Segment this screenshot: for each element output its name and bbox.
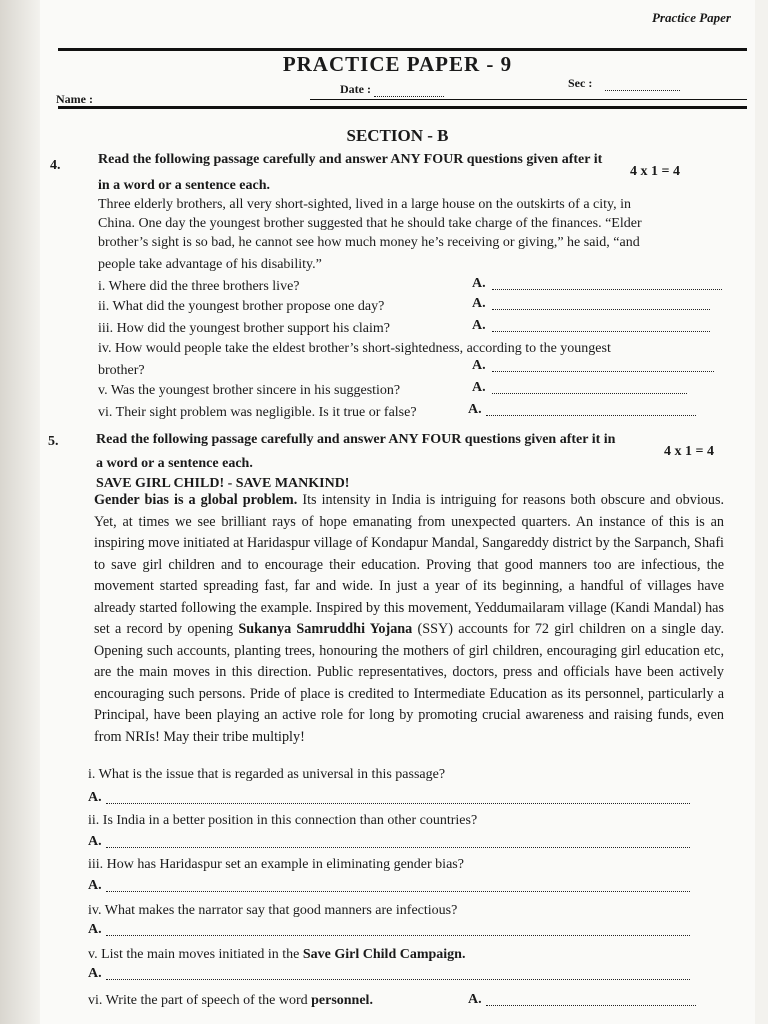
sec-field xyxy=(568,76,680,91)
name-label: Name : xyxy=(56,92,93,106)
q4-question-ii: ii. What did the youngest brother propose one day? xyxy=(98,299,385,314)
q5-answer-label: A. xyxy=(88,790,102,805)
q5-instruction-line1: Read the following passage carefully and answer ANY FOUR questions given after it in xyxy=(96,432,616,447)
page-edge-shadow xyxy=(0,0,40,1024)
q4-instruction xyxy=(98,150,718,169)
q5-question-v-text: v. List the main moves initiated in the xyxy=(88,947,300,962)
q5-question-iii: iii. How has Haridaspur set an example in eliminating gender bias? xyxy=(88,857,464,872)
q5-passage-text: Proving that good manners too are infectious, the movement started spreading fast, far and xyxy=(94,556,725,594)
q4-answer-line-ii[interactable] xyxy=(492,308,710,310)
date-label: Date : xyxy=(340,82,371,96)
q4-passage-line: people take advantage of his disability.” xyxy=(98,257,322,272)
q5-passage-text: Education as its personnel, particularly a Principal, have been playing an active role for long by xyxy=(94,685,725,723)
q5-answer-line-v[interactable] xyxy=(106,978,690,980)
q5-passage-lead: Gender bias is a global problem. xyxy=(94,492,298,508)
q4-answer-label: A. xyxy=(472,318,486,333)
q4-question-iv-cont: brother? xyxy=(98,363,145,378)
q5-answer-label: A. xyxy=(88,922,102,937)
q4-passage-line: China. One day the youngest brother suggested that he should take charge of the finances. “Elder xyxy=(98,216,642,231)
q5-passage-text: Sangareddy district by the Sarpanch, Shafi to save girl children and to encourage their education. xyxy=(94,535,725,573)
q5-question-iv: iv. What makes the narrator say that good manners are infectious? xyxy=(88,903,458,918)
q5-question-v xyxy=(88,946,465,964)
q4-question-i: i. Where did the three brothers live? xyxy=(98,279,300,294)
date-field xyxy=(340,82,444,97)
q5-passage-text: education etc, are the main moves in this direction. Public representatives, doctors, press and xyxy=(94,642,725,680)
q4-answer-label: A. xyxy=(472,380,486,395)
running-head: Practice Paper xyxy=(651,10,731,25)
q5-answer-label: A. xyxy=(88,966,102,981)
sec-label: Sec : xyxy=(568,76,593,90)
q5-passage-text: example. Inspired by this movement, Yeddumailaram village (Kandi Mandal) has set a record by xyxy=(94,599,724,637)
q5-passage-text: Its intensity in India is intriguing for reasons both obscure xyxy=(302,492,645,508)
q5-question-vi xyxy=(88,992,373,1010)
q4-answer-label: A. xyxy=(472,358,486,373)
date-blank[interactable] xyxy=(374,86,444,97)
q5-passage-text: instance of this is an inspiring move initiated at Haridaspur village of Kondapur Mandal, xyxy=(94,513,725,551)
q5-answer-label: A. xyxy=(468,992,482,1007)
q5-question-vi-word: personnel. xyxy=(311,993,373,1008)
q4-answer-label: A. xyxy=(472,276,486,291)
q4-answer-line-v[interactable] xyxy=(492,392,687,394)
q5-passage-text: wide. In just a year of its beginning, a handful of villages have already started following the xyxy=(94,578,725,616)
q5-passage-scheme: Sukanya Samruddhi Yojana xyxy=(238,621,413,637)
q5-answer-line-vi[interactable] xyxy=(486,1004,696,1006)
q5-question-vi-text: vi. Write the part of speech of the word xyxy=(88,993,308,1008)
q4-question-iv: iv. How would people take the eldest brother’s short-sightedness, according to the youngest xyxy=(98,341,611,356)
q4-instruction-line2: in a word or a sentence each. xyxy=(98,178,270,193)
q5-passage-text: opening xyxy=(187,621,234,637)
q5-passage-text: (SSY) accounts for 72 girl children on a single day. xyxy=(417,621,725,637)
q4-question-v: v. Was the youngest brother sincere in his suggestion? xyxy=(98,383,401,398)
q4-instruction-line1: Read the following passage carefully and answer ANY FOUR questions given after it xyxy=(98,152,603,167)
q4-answer-line-i[interactable] xyxy=(492,288,722,290)
q5-passage-text: and obvious. Yet, at times we see brilliant rays of hope emanating from unexpected quarters. An xyxy=(94,492,725,530)
q5-question-ii: ii. Is India in a better position in this connection than other countries? xyxy=(88,813,478,828)
q4-answer-line-iii[interactable] xyxy=(492,330,710,332)
q5-number: 5. xyxy=(48,434,59,449)
q5-answer-label: A. xyxy=(88,834,102,849)
q4-passage-line: brother’s sight is so bad, he cannot see how much money he’s receiving or giving,” he said, “and xyxy=(98,235,640,250)
practice-paper-page xyxy=(40,0,755,1024)
q5-passage-text: Opening such accounts, planting trees, honouring the mothers of girl children, encouraging girl xyxy=(94,642,641,659)
name-field xyxy=(56,92,301,107)
q5-passage-text: promoting crucial awareness and raising funds, even from NRIs! May their tribe multiply! xyxy=(94,707,724,745)
q5-answer-line-i[interactable] xyxy=(106,802,690,804)
q4-number: 4. xyxy=(50,158,61,173)
q5-answer-label: A. xyxy=(88,878,102,893)
q4-passage-line: Three elderly brothers, all very short-sighted, lived in a large house on the outskirts of a city, in xyxy=(98,197,632,212)
q4-marks: 4 x 1 = 4 xyxy=(630,164,680,179)
sec-blank[interactable] xyxy=(605,80,680,91)
q5-answer-line-iii[interactable] xyxy=(106,890,690,892)
header-rule-upper xyxy=(310,99,747,100)
q5-answer-line-iv[interactable] xyxy=(106,934,690,936)
q5-answer-line-ii[interactable] xyxy=(106,846,690,848)
q5-instruction-line2: a word or a sentence each. xyxy=(96,456,253,471)
q4-answer-label: A. xyxy=(468,402,482,417)
top-rule xyxy=(58,48,747,51)
q5-question-v-campaign: Save Girl Child Campaign. xyxy=(302,947,466,962)
q4-question-vi: vi. Their sight problem was negligible. Is it true or false? xyxy=(98,405,417,420)
section-heading: SECTION - B xyxy=(346,126,449,145)
q5-passage xyxy=(94,490,724,748)
q4-answer-line-vi[interactable] xyxy=(486,414,696,416)
q4-question-iii: iii. How did the youngest brother support his claim? xyxy=(98,321,391,336)
q5-passage-text: officials have been actively encouraging such persons. Pride of place is credited to Intermediate xyxy=(94,664,724,702)
page-title: PRACTICE PAPER - 9 xyxy=(282,52,513,76)
q5-marks: 4 x 1 = 4 xyxy=(664,444,714,459)
header-rule-lower xyxy=(58,106,747,109)
q5-question-i: i. What is the issue that is regarded as universal in this passage? xyxy=(88,767,446,782)
q4-answer-label: A. xyxy=(472,296,486,311)
q5-passage-heading: SAVE GIRL CHILD! - SAVE MANKIND! xyxy=(96,476,350,491)
q4-answer-line-iv[interactable] xyxy=(492,370,714,372)
